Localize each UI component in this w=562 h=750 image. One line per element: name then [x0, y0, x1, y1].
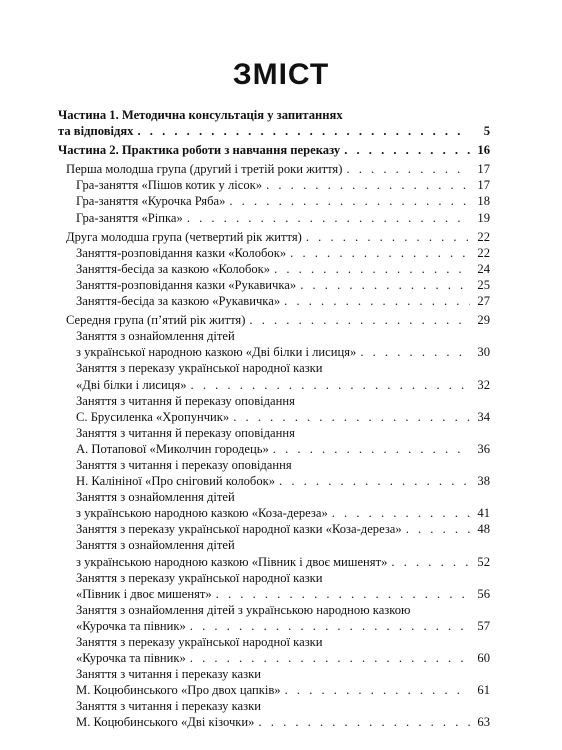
- toc-entry: [58, 210, 490, 226]
- toc-entry-line: [76, 537, 490, 553]
- toc-page-number: 17: [477, 178, 490, 193]
- toc-entry-text: Заняття з переказу української народної казки «Коза-дереза»: [76, 522, 402, 537]
- toc-page-number: 32: [477, 377, 490, 392]
- toc-entry-text: Заняття з переказу української народної казки: [76, 570, 323, 585]
- toc-group-entry: [58, 312, 490, 328]
- dot-leader: [285, 682, 470, 698]
- toc-entry-final-line: [76, 714, 490, 730]
- toc-page-number: 5: [483, 124, 490, 139]
- toc-entry-final-line: [76, 650, 490, 666]
- toc-group-entry: [58, 161, 490, 177]
- dot-leader: [290, 245, 470, 261]
- dot-leader: [332, 505, 470, 521]
- toc-entry: [58, 360, 490, 392]
- toc-entry-text: Гра-заняття «Курочка Ряба»: [76, 194, 226, 209]
- toc-entry: [58, 293, 490, 309]
- toc-entry: [58, 177, 490, 193]
- toc-entry-final-line: [76, 554, 490, 570]
- toc-entry-final-line: [76, 193, 490, 209]
- toc-entry-text: Заняття з ознайомлення дітей з українською народною казкою: [76, 602, 411, 617]
- toc-entry: [58, 570, 490, 602]
- toc-entry-text: Заняття з читання і переказу казки: [76, 667, 261, 682]
- toc-entry-text: «Курочка та півник»: [76, 618, 186, 633]
- toc-entry: [58, 425, 490, 457]
- toc-entry: [58, 537, 490, 569]
- toc-entry-final-line: [76, 377, 490, 393]
- toc-entry-line: [76, 666, 490, 682]
- toc-page-number: 22: [477, 229, 490, 244]
- toc-page-number: 22: [477, 245, 490, 260]
- toc-entry-final-line: [76, 261, 490, 277]
- toc-entry-text: Заняття-розповідання казки «Колобок»: [76, 245, 287, 260]
- toc-page-number: 52: [477, 554, 490, 569]
- toc-entry-text: Заняття з переказу української народної казки: [76, 635, 323, 649]
- dot-leader: [190, 650, 470, 666]
- toc-entry-line: [58, 107, 490, 123]
- toc-entry-text: Друга молодша група (четвертий рік життя): [66, 229, 302, 244]
- toc-page-number: 25: [477, 277, 490, 292]
- dot-leader: [273, 441, 470, 457]
- toc-entry-line: [76, 457, 490, 473]
- dot-leader: [191, 377, 470, 393]
- toc-entry-text: А. Потапової «Миколчин городець»: [76, 441, 269, 456]
- toc-entry-text: Заняття з ознайомлення дітей: [76, 538, 235, 553]
- toc-page-number: 19: [477, 210, 490, 225]
- toc-entry-text: Заняття-розповідання казки «Рукавичка»: [76, 277, 297, 292]
- page-title: ЗМІСТ: [232, 58, 330, 91]
- toc-entry-line: [76, 698, 490, 714]
- toc-entry: [58, 328, 490, 360]
- dot-leader: [258, 714, 470, 730]
- toc-entry: [58, 261, 490, 277]
- toc-page-number: 17: [477, 162, 490, 177]
- toc-entry-text: з української народною казкою «Дві білки і лисиця»: [76, 345, 357, 360]
- table-of-contents: [58, 107, 490, 731]
- toc-page-number: 61: [477, 683, 490, 698]
- toc-entry-final-line: [76, 293, 490, 309]
- toc-entry-line: [76, 634, 490, 650]
- toc-page-number: 29: [477, 313, 490, 328]
- dot-leader: [346, 161, 470, 177]
- toc-entry-text: М. Коцюбинського «Про двох цапків»: [76, 683, 281, 698]
- toc-entry-text: Заняття-бесіда за казкою «Рукавичка»: [76, 294, 281, 309]
- toc-entry-final-line: [76, 245, 490, 261]
- toc-entry-final-line: [76, 177, 490, 193]
- toc-entry-line: [76, 602, 490, 618]
- toc-group-entry: [58, 229, 490, 245]
- toc-entry-text: Заняття з читання і переказу оповідання: [76, 457, 292, 472]
- toc-entry-text: Заняття з ознайомлення дітей: [76, 490, 235, 505]
- toc-entry-text: «Курочка та півник»: [76, 651, 186, 666]
- toc-part-entry: [58, 107, 490, 139]
- toc-entry-line: [76, 328, 490, 344]
- toc-entry-text: Перша молодша група (другий і третій роки життя): [66, 162, 343, 177]
- toc-entry-final-line: [76, 618, 490, 634]
- toc-entry-text: Н. Калініної «Про сніговий колобок»: [76, 474, 276, 489]
- toc-entry: [58, 602, 490, 634]
- toc-entry-final-line: [76, 505, 490, 521]
- toc-page-number: 63: [477, 715, 490, 730]
- toc-entry-text: М. Коцюбинського «Дві кізочки»: [76, 715, 255, 730]
- toc-entry: [58, 457, 490, 489]
- dot-leader: [360, 344, 470, 360]
- dot-leader: [190, 618, 470, 634]
- toc-page-number: 27: [477, 294, 490, 309]
- toc-entry-text: з українською народною казкою «Коза-дереза»: [76, 506, 328, 521]
- dot-leader: [344, 142, 470, 158]
- dot-leader: [306, 229, 470, 245]
- toc-entry-final-line: [66, 161, 490, 177]
- dot-leader: [300, 277, 470, 293]
- toc-entry-final-line: [76, 441, 490, 457]
- toc-page-number: 16: [477, 143, 490, 158]
- toc-entry: [58, 393, 490, 425]
- toc-entry-line: [76, 425, 490, 441]
- toc-entry: [58, 245, 490, 261]
- toc-entry-text: С. Брусиленка «Хропунчик»: [76, 409, 230, 424]
- toc-page-number: 34: [477, 409, 490, 424]
- toc-entry-final-line: [76, 473, 490, 489]
- toc-entry-final-line: [76, 344, 490, 360]
- toc-entry-text: Заняття з ознайомлення дітей: [76, 329, 235, 344]
- toc-entry: [58, 277, 490, 293]
- dot-leader: [266, 177, 470, 193]
- toc-entry-text: Гра-заняття «Ріпка»: [76, 210, 183, 225]
- dot-leader: [233, 409, 470, 425]
- toc-entry-line: [76, 360, 490, 376]
- toc-entry-text: Гра-заняття «Пішов котик у лісок»: [76, 178, 263, 193]
- toc-page-number: 56: [477, 586, 490, 601]
- toc-entry-text: з українською народною казкою «Півник і двоє мишенят»: [76, 554, 388, 569]
- toc-page-number: 60: [477, 651, 490, 666]
- toc-entry-final-line: [76, 277, 490, 293]
- toc-entry-final-line: [76, 409, 490, 425]
- toc-entry: [58, 193, 490, 209]
- toc-entry-text: Заняття з читання й переказу оповідання: [76, 393, 295, 408]
- dot-leader: [284, 293, 470, 309]
- toc-entry: [58, 634, 490, 666]
- toc-entry-text: Заняття з читання і переказу казки: [76, 699, 261, 714]
- dot-leader: [187, 210, 470, 226]
- toc-entry-text: «Півник і двоє мишенят»: [76, 586, 212, 601]
- toc-entry-final-line: [76, 210, 490, 226]
- toc-entry: [58, 698, 490, 730]
- dot-leader: [216, 586, 470, 602]
- toc-page-number: 41: [477, 506, 490, 521]
- dot-leader: [406, 521, 470, 537]
- toc-page-number: 24: [477, 261, 490, 276]
- toc-entry: [58, 666, 490, 698]
- dot-leader: [391, 554, 470, 570]
- toc-part-entry: [58, 142, 490, 158]
- toc-entry-text: Частина 1. Методична консультація у запитаннях: [58, 108, 343, 122]
- toc-entry-text: Середня група (п’ятий рік життя): [66, 313, 246, 328]
- dot-leader: [229, 193, 470, 209]
- toc-page-number: 30: [477, 345, 490, 360]
- dot-leader: [137, 123, 470, 139]
- toc-entry-text: Заняття-бесіда за казкою «Колобок»: [76, 261, 271, 276]
- toc-entry-line: [76, 570, 490, 586]
- toc-page-number: 38: [477, 474, 490, 489]
- dot-leader: [274, 261, 470, 277]
- toc-page-number: 57: [477, 618, 490, 633]
- toc-entry-text: Частина 2. Практика роботи з навчання переказу: [58, 143, 341, 158]
- toc-entry-line: [76, 393, 490, 409]
- toc-entry-text: Заняття з переказу української народної казки: [76, 361, 323, 376]
- toc-entry: [58, 489, 490, 521]
- toc-entry-final-line: [58, 123, 490, 139]
- toc-entry-line: [76, 489, 490, 505]
- dot-leader: [279, 473, 470, 489]
- toc-entry-final-line: [58, 142, 490, 158]
- toc-entry-final-line: [66, 229, 490, 245]
- toc-page-number: 48: [477, 522, 490, 537]
- toc-entry-text: Заняття з читання й переказу оповідання: [76, 425, 295, 440]
- toc-entry-final-line: [76, 586, 490, 602]
- toc-entry-final-line: [76, 682, 490, 698]
- toc-page-number: 36: [477, 441, 490, 456]
- dot-leader: [249, 312, 470, 328]
- toc-entry-text: «Дві білки і лисиця»: [76, 377, 187, 392]
- toc-entry: [58, 521, 490, 537]
- toc-page-number: 18: [477, 194, 490, 209]
- toc-entry-final-line: [66, 312, 490, 328]
- toc-entry-text: та відповідях: [58, 124, 134, 139]
- toc-entry-final-line: [76, 521, 490, 537]
